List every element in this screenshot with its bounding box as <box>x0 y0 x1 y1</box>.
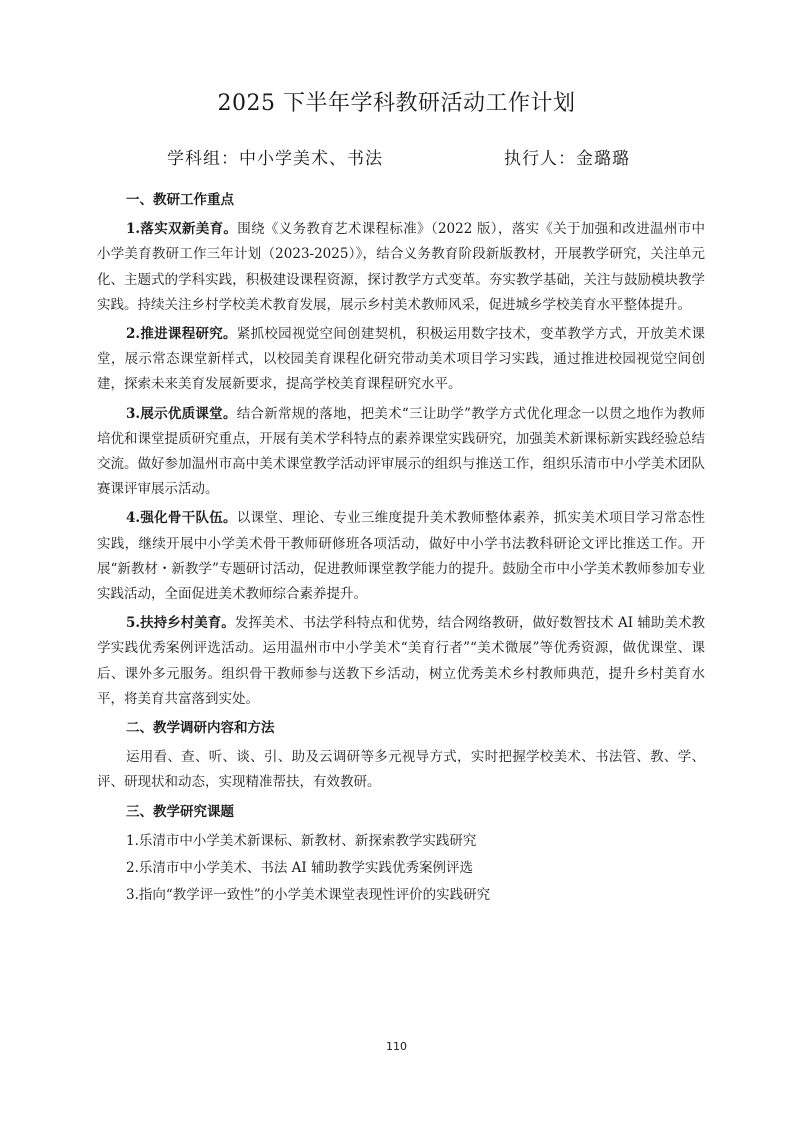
document-title: 2025 下半年学科教研活动工作计划 <box>217 91 576 116</box>
page-number: 110 <box>386 1040 407 1053</box>
paragraph-lead: 4.强化骨干队伍。 <box>126 510 237 527</box>
paragraph-text: 运用看、查、听、谈、引、助及云调研等多元视导方式，实时把握学校美术、书法管、教、学、评、研现状和动态，实现精准帮扶，有效教研。 <box>97 749 705 791</box>
paragraph-text: 紧抓校园视觉空间创建契机，积极运用数字技术，变革教学方式，开放美术课堂，展示常态课堂新样式，以校园美育课程化研究带动美术项目学习实践，通过推进校园视觉空间创建，探索未来美育发展新要求，提高学校美育课程研究水平。 <box>97 326 706 393</box>
paragraph-text: 结合新常规的落地，把美术“三让助学”教学方式优化理念一以贯之地作为教师培优和课堂提质研究重点，开展有美术学科特点的素养课堂实践研究，加强美术新课标新实践经验总结交流。做好参加温州市高中美术课堂教学活动评审展示的组织与推送工作，组织乐清市中小学美术团队赛课评审展示活动。 <box>97 405 706 498</box>
section-heading-1: 一、教研工作重点 <box>126 192 234 208</box>
paragraph-item <box>97 322 705 398</box>
paragraph-item <box>97 402 705 503</box>
research-topic-item: 3.指向“教学评一致性”的小学美术课堂表现性评价的实践研究 <box>126 887 491 904</box>
subject-group: 学科组：中小学美术、书法 <box>167 149 383 169</box>
paragraph-text: 发挥美术、书法学科特点和优势，结合网络教研，做好数智技术 AI 辅助美术教学实践优秀案例评选活动。运用温州市中小学美术“美育行者”“美术微展”等优秀资源，做优课堂、课后、课外多元服务。组织骨干教师参与送教下乡活动，树立优秀美术乡村教师典范，提升乡村美育水平，将美育共富落到实处。 <box>97 615 706 707</box>
research-topic-item: 2.乐清市中小学美术、书法 AI 辅助教学实践优秀案例评选 <box>126 860 474 877</box>
section-heading-2: 二、教学调研内容和方法 <box>126 720 275 737</box>
document-body <box>97 188 705 910</box>
research-topic-item: 1.乐清市中小学美术新课标、新教材、新探索教学实践研究 <box>126 832 477 849</box>
executor: 执行人：金璐璐 <box>504 149 630 169</box>
paragraph-item <box>97 611 705 712</box>
paragraph-lead: 1.落实双新美育。 <box>126 221 238 238</box>
paragraph-lead: 5.扶持乡村美育。 <box>126 615 235 632</box>
paragraph-lead: 2.推进课程研究。 <box>126 326 237 343</box>
paragraph-text: 以课堂、理论、专业三维度提升美术教师整体素养，抓实美术项目学习常态性实践，继续开展中小学美术骨干教师研修班各项活动，做好中小学书法教科研论文评比推送工作。开展“新教材・新教学”专题研讨活动，促进教师课堂教学能力的提升。鼓励全市中小学美术教师参加专业实践活动，全面促进美术教师综合素养提升。 <box>97 510 706 603</box>
paragraph-text: 围绕《义务教育艺术课程标准》（2022 版），落实《关于加强和改进温州市中小学美育教研工作三年计划（2023-2025）》，结合义务教育阶段新版教材，开展教学研究，关注单元化、主题式的学科实践，积极建设课程资源，探讨教学方式变革。夯实教学基础，关注与鼓励模块教学实践。持续关注乡村学校美术教育发展，展示乡村美术教师风采，促进城乡学校美育水平整体提升。 <box>97 221 705 313</box>
paragraph-item <box>97 506 705 607</box>
paragraph-lead: 3.展示优质课堂。 <box>126 405 237 422</box>
paragraph-item <box>97 217 705 318</box>
section-heading-3: 三、教学研究课题 <box>126 803 234 820</box>
document-meta <box>0 144 793 170</box>
